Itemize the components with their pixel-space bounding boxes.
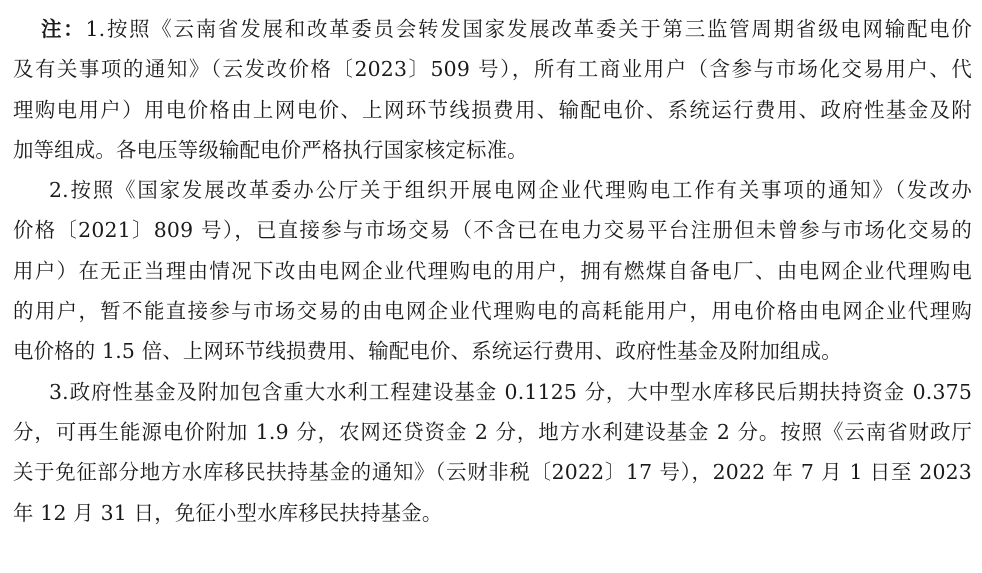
note-1-line-2: 及有关事项的通知》（云发改价格〔2023〕509 号），所有工商业用户（含参与市场化交易用户、代	[13, 57, 972, 82]
note-2-line-4: 的用户，暂不能直接参与市场交易的由电网企业代理购电的高耗能用户，用电价格由电网企业代理购	[13, 299, 972, 324]
note-1-line-1	[13, 9, 972, 49]
note-1-text: 1.按照《云南省发展和改革委员会转发国家发展改革委关于第三监管周期省级电网输配电价	[85, 17, 972, 41]
note-3-line-3: 关于免征部分地方水库移民扶持基金的通知》（云财非税〔2022〕17 号），2022 年 7 月 1 日至 2023	[13, 460, 972, 485]
note-2-line-2: 价格〔2021〕809 号），已直接参与市场交易（不含已在电力交易平台注册但未曾参与市场化交易的	[13, 218, 972, 243]
note-3-line-4: 年 12 月 31 日，免征小型水库移民扶持基金。	[13, 500, 443, 525]
note-2-line-3: 用户）在无正当理由情况下改由电网企业代理购电的用户，拥有燃煤自备电厂、由电网企业代理购电	[13, 258, 972, 283]
note-2-line-1: 2.按照《国家发展改革委办公厅关于组织开展电网企业代理购电工作有关事项的通知》（发改办	[49, 178, 972, 203]
notes-label: 注：	[41, 17, 86, 41]
note-1-line-3: 理购电用户）用电价格由上网电价、上网环节线损费用、输配电价、系统运行费用、政府性基金及附	[13, 97, 972, 122]
note-1-line-4: 加等组成。各电压等级输配电价严格执行国家核定标准。	[13, 137, 528, 162]
note-3-line-2: 分，可再生能源电价附加 1.9 分，农网还贷资金 2 分，地方水利建设基金 2 分。按照《云南省财政厅	[13, 419, 972, 444]
note-2-line-5: 电价格的 1.5 倍、上网环节线损费用、输配电价、系统运行费用、政府性基金及附加组成。	[13, 339, 842, 364]
note-3-line-1: 3.政府性基金及附加包含重大水利工程建设基金 0.1125 分，大中型水库移民后期扶持资金 0.375	[49, 379, 972, 404]
